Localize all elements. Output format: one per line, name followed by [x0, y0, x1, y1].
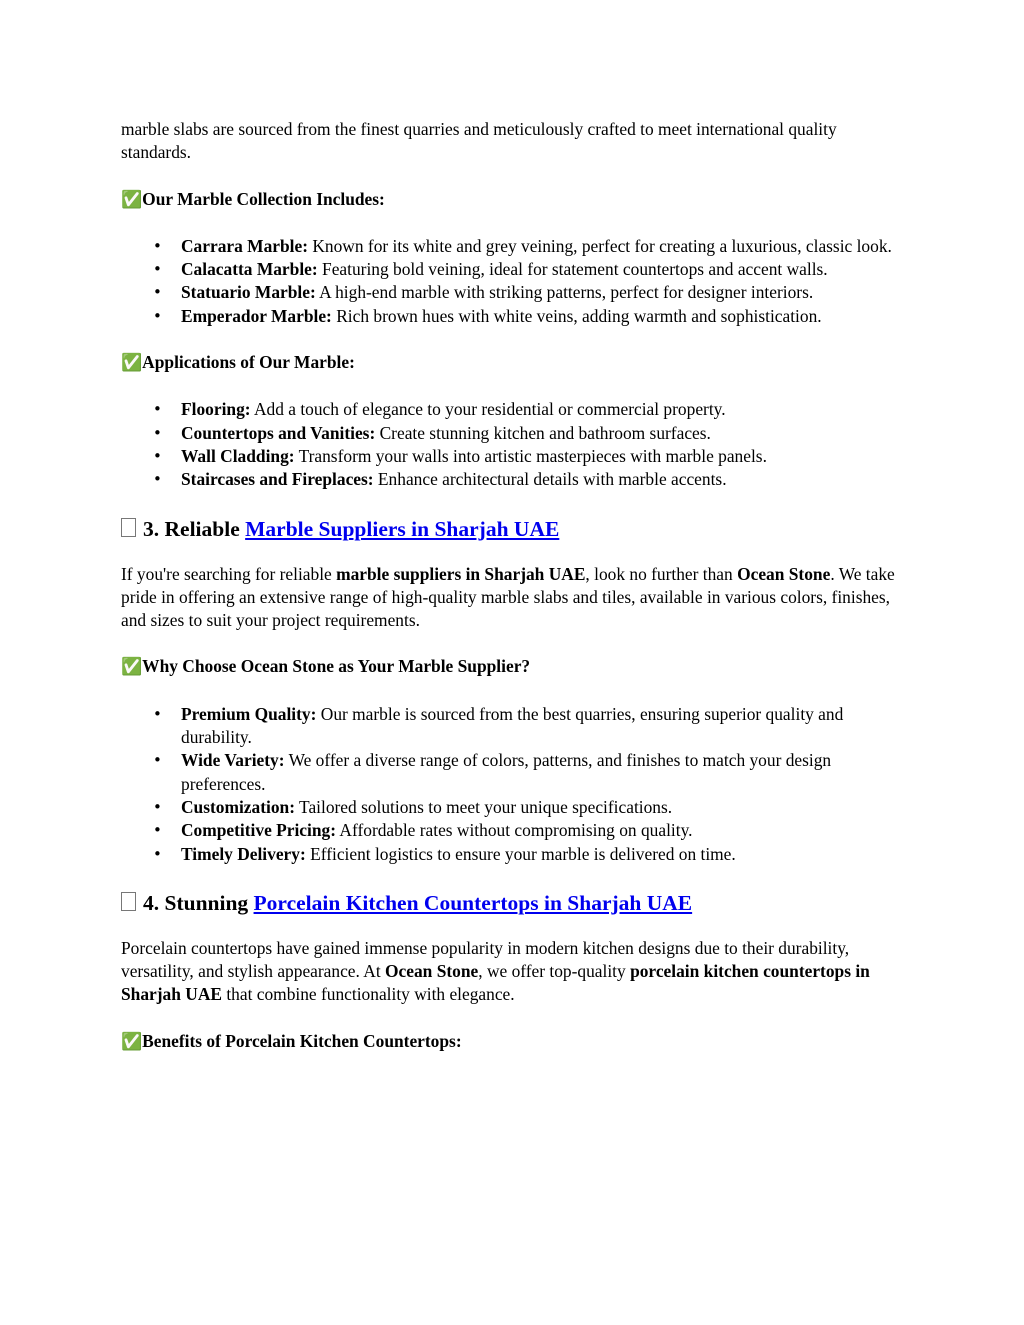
check-mark-icon: ✅ — [121, 353, 143, 374]
list-item: • Flooring: Add a touch of elegance to your residential or commercial property. — [181, 398, 911, 421]
intro-paragraph: marble slabs are sourced from the finest quarries and meticulously crafted to meet international quality standards. — [121, 119, 837, 163]
section-4-paragraph: Porcelain countertops have gained immense popularity in modern kitchen designs due to their durability, versatility, and stylish appearance. At Ocean Stone, we offer top-quality porcelain kitchen countertops in Sharjah UAE that combine functionality with elegance. — [121, 937, 870, 1005]
missing-glyph-box-icon — [121, 892, 136, 911]
document-page — [121, 118, 911, 1077]
list-item: • Competitive Pricing: Affordable rates without compromising on quality. — [181, 819, 911, 842]
collection-heading: ✅Our Marble Collection Includes: — [121, 188, 385, 210]
list-item: • Countertops and Vanities: Create stunning kitchen and bathroom surfaces. — [181, 422, 911, 445]
list-item: • Timely Delivery: Efficient logistics to ensure your marble is delivered on time. — [181, 843, 911, 866]
check-mark-icon: ✅ — [121, 1031, 143, 1052]
section-3-paragraph: If you're searching for reliable marble suppliers in Sharjah UAE, look no further than Ocean Stone. We take pride in offering an extensive range of high-quality marble slabs and tiles, available in various colors, finishes, and sizes to suit your project requirements. — [121, 563, 895, 631]
list-item: • Wall Cladding: Transform your walls into artistic masterpieces with marble panels. — [181, 445, 911, 468]
missing-glyph-box-icon — [121, 518, 136, 537]
list-item: • Premium Quality: Our marble is sourced from the best quarries, ensuring superior quality and durability. — [181, 703, 911, 750]
applications-heading: ✅Applications of Our Marble: — [121, 352, 355, 374]
list-item: • Wide Variety: We offer a diverse range of colors, patterns, and finishes to match your design preferences. — [181, 749, 911, 796]
list-item: • Statuario Marble: A high-end marble with striking patterns, perfect for designer interiors. — [181, 281, 911, 304]
check-mark-icon: ✅ — [121, 657, 143, 678]
section-3-heading: 3. Reliable Marble Suppliers in Sharjah UAE — [121, 515, 911, 543]
why-choose-heading: ✅Why Choose Ocean Stone as Your Marble Supplier? — [121, 656, 531, 678]
why-choose-list — [121, 703, 911, 866]
applications-list — [121, 398, 911, 491]
marble-suppliers-link[interactable]: Marble Suppliers in Sharjah UAE — [245, 516, 560, 541]
list-item: • Emperador Marble: Rich brown hues with white veins, adding warmth and sophistication. — [181, 305, 911, 328]
list-item: • Customization: Tailored solutions to meet your unique specifications. — [181, 796, 911, 819]
porcelain-countertops-link[interactable]: Porcelain Kitchen Countertops in Sharjah UAE — [253, 890, 693, 915]
list-item: • Staircases and Fireplaces: Enhance architectural details with marble accents. — [181, 468, 911, 491]
section-4-heading: 4. Stunning Porcelain Kitchen Countertops in Sharjah UAE — [121, 889, 911, 917]
check-mark-icon: ✅ — [121, 189, 143, 210]
collection-list — [121, 235, 911, 328]
list-item: • Carrara Marble: Known for its white and grey veining, perfect for creating a luxurious, classic look. — [181, 235, 911, 258]
list-item: • Calacatta Marble: Featuring bold veining, ideal for statement countertops and accent walls. — [181, 258, 911, 281]
benefits-heading: ✅Benefits of Porcelain Kitchen Countertops: — [121, 1030, 462, 1052]
